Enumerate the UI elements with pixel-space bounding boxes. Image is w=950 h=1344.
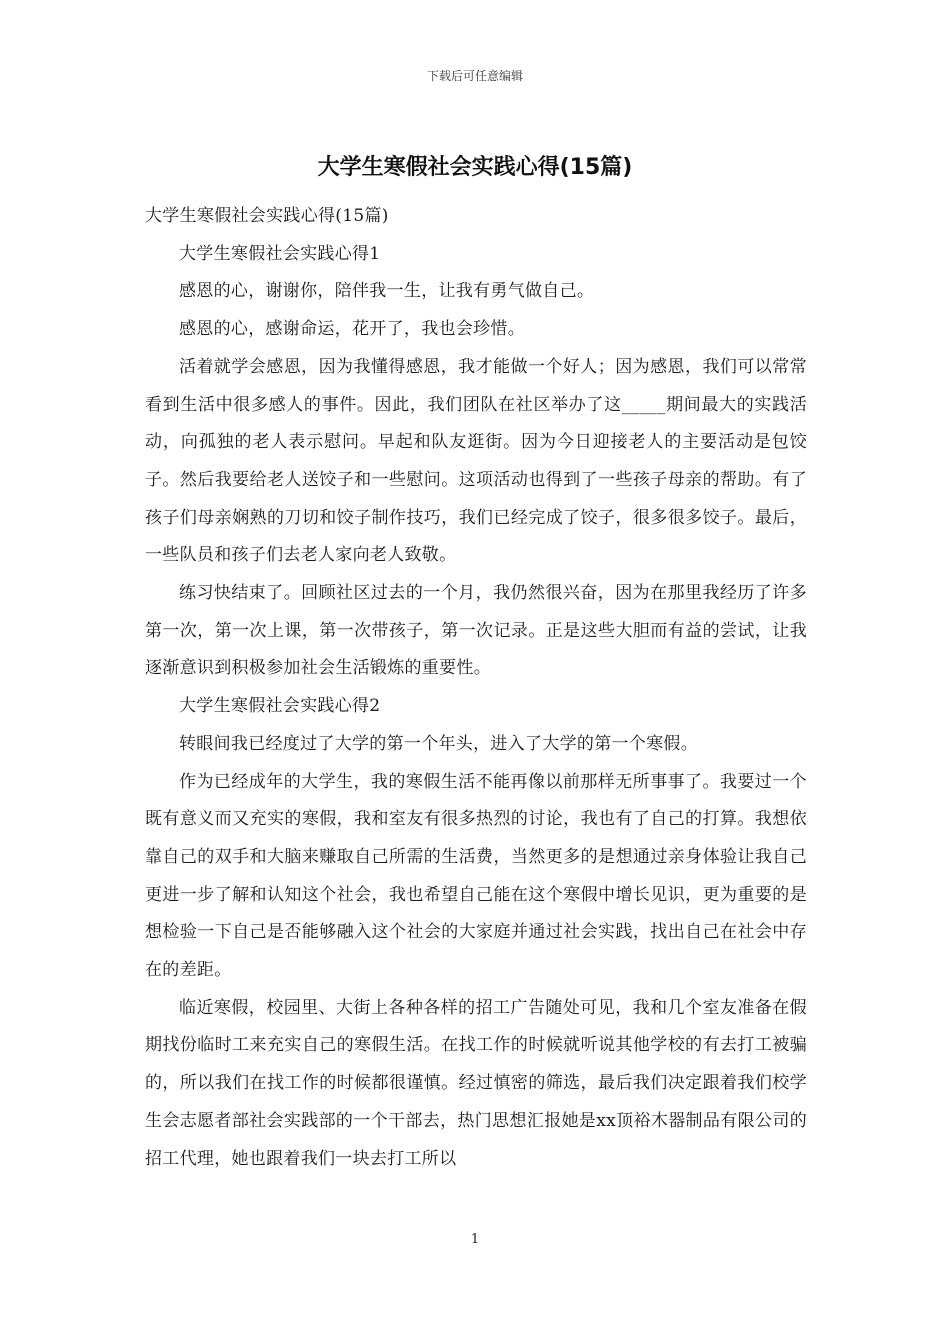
- document-body: [145, 198, 807, 1178]
- body-paragraph: 临近寒假，校园里、大街上各种各样的招工广告随处可见，我和几个室友准备在假期找份临时工来充实自己的寒假生活。在找工作的时候就听说其他学校的有去打工被骗的，所以我们在找工作的时候都很谨慎。经过慎密的筛选，最后我们决定跟着我们校学生会志愿者部社会实践部的一个干部去，热门思想汇报她是xx顶裕木器制品有限公司的招工代理，她也跟着我们一块去打工所以: [145, 997, 807, 1169]
- body-paragraph: 感恩的心，谢谢你，陪伴我一生，让我有勇气做自己。: [179, 281, 595, 302]
- section-heading-1: 大学生寒假社会实践心得1: [179, 243, 381, 264]
- body-subtitle: 大学生寒假社会实践心得(15篇): [145, 206, 389, 226]
- document-title: 大学生寒假社会实践心得(15篇): [317, 155, 633, 180]
- section-heading-2: 大学生寒假社会实践心得2: [179, 696, 381, 717]
- body-paragraph: 作为已经成年的大学生，我的寒假生活不能再像以前那样无所事事了。我要过一个既有意义而又充实的寒假，我和室友有很多热烈的讨论，我也有了自己的打算。我想依靠自己的双手和大脑来赚取自己所需的生活费，当然更多的是想通过亲身体验让我自己更进一步了解和认知这个社会，我也希望自己能在这个寒假中增长见识，更为重要的是想检验一下自己是否能够融入这个社会的大家庭并通过社会实践，找出自己在社会中存在的差距。: [145, 771, 807, 981]
- body-paragraph: 感恩的心，感谢命运，花开了，我也会珍惜。: [179, 319, 525, 340]
- page-header: 下载后可任意编辑: [426, 69, 523, 83]
- page-number: 1: [470, 1232, 480, 1247]
- body-paragraph: 活着就学会感恩，因为我懂得感恩，我才能做一个好人；因为感恩，我们可以常常看到生活中很多感人的事件。因此，我们团队在社区举办了这_____期间最大的实践活动，向孤独的老人表示慰问。早起和队友逛街。因为今日迎接老人的主要活动是包饺子。然后我要给老人送饺子和一些慰问。这项活动也得到了一些孩子母亲的帮助。有了孩子们母亲娴熟的刀切和饺子制作技巧，我们已经完成了饺子，很多很多饺子。最后，一些队员和孩子们去老人家向老人致敬。: [145, 356, 807, 566]
- body-paragraph: 转眼间我已经度过了大学的第一个年头，进入了大学的第一个寒假。: [179, 733, 698, 754]
- body-paragraph: 练习快结束了。回顾社区过去的一个月，我仍然很兴奋，因为在那里我经历了许多第一次，第一次上课，第一次带孩子，第一次记录。正是这些大胆而有益的尝试，让我逐渐意识到积极参加社会生活锻炼的重要性。: [145, 583, 807, 679]
